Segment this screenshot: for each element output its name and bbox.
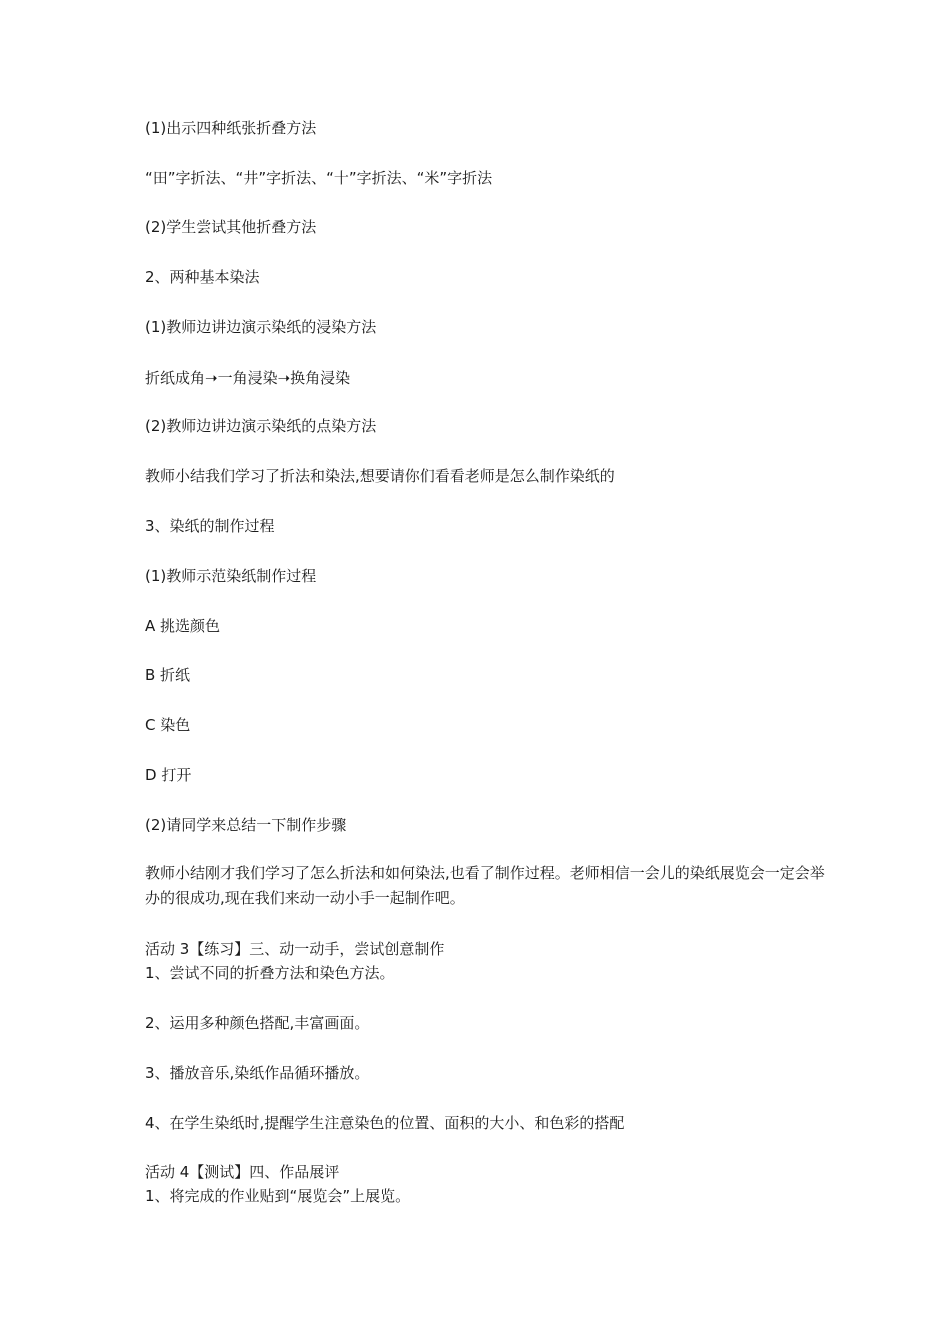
list-item: 4、在学生染纸时,提醒学生注意染色的位置、面积的大小、和色彩的搭配 (145, 1114, 625, 1132)
text-line: 折纸成角➝一角浸染➝换角浸染 (145, 369, 351, 387)
section-heading: 2、两种基本染法 (145, 268, 260, 286)
section-heading: 3、染纸的制作过程 (145, 517, 275, 535)
activity-heading: 活动 4【测试】四、作品展评 (145, 1163, 340, 1181)
list-item: D 打开 (145, 766, 192, 784)
activity-heading: 活动 3【练习】三、动一动手，尝试创意制作 (145, 940, 445, 958)
text-line: (2)学生尝试其他折叠方法 (145, 218, 317, 236)
text-line: (1)教师边讲边演示染纸的浸染方法 (145, 318, 377, 336)
text-line: (1)出示四种纸张折叠方法 (145, 119, 317, 137)
list-item: 3、播放音乐,染纸作品循环播放。 (145, 1064, 370, 1082)
text-line: “田”字折法、“井”字折法、“十”字折法、“米”字折法 (145, 169, 493, 187)
text-line: (1)教师示范染纸制作过程 (145, 567, 317, 585)
text-line: 教师小结我们学习了折法和染法,想要请你们看看老师是怎么制作染纸的 (145, 467, 615, 485)
list-item: 2、运用多种颜色搭配,丰富画面。 (145, 1014, 370, 1032)
list-item: 1、尝试不同的折叠方法和染色方法。 (145, 964, 395, 982)
text-line: (2)教师边讲边演示染纸的点染方法 (145, 417, 377, 435)
list-item: 1、将完成的作业贴到“展览会”上展览。 (145, 1187, 411, 1205)
list-item: C 染色 (145, 716, 191, 734)
list-item: B 折纸 (145, 666, 191, 684)
list-item: A 挑选颜色 (145, 617, 221, 635)
text-line: (2)请同学来总结一下制作步骤 (145, 816, 347, 834)
paragraph: 教师小结刚才我们学习了怎么折法和如何染法,也看了制作过程。老师相信一会儿的染纸展览会一定会举办的很成功,现在我们来动一动小手一起制作吧。 (145, 864, 825, 907)
